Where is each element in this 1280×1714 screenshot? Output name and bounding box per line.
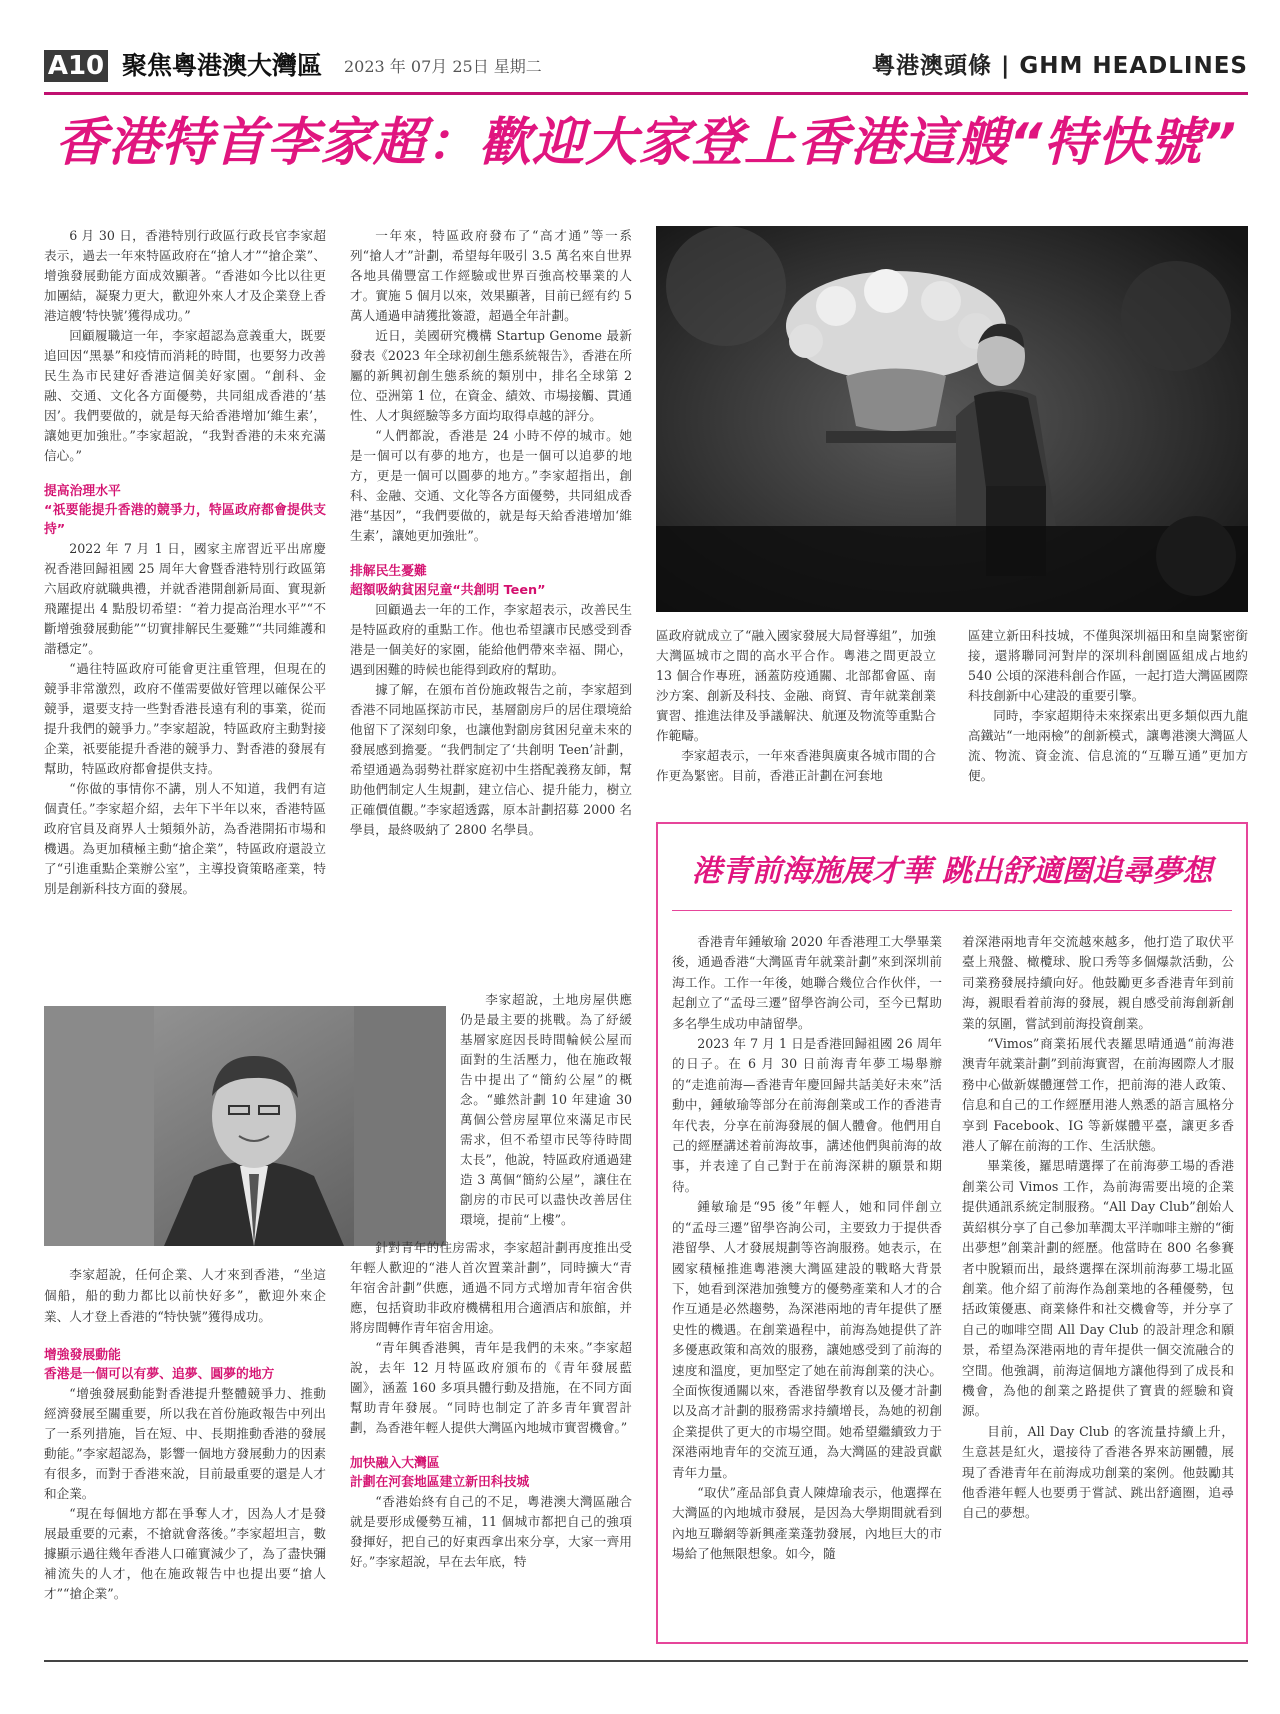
interview-photo xyxy=(656,226,1248,612)
subhead-title: 提高治理水平 xyxy=(44,484,121,499)
paragraph: “過往特區政府可能會更注重管理，但現在的競爭非常激烈，政府不僅需要做好管理以確保公平競爭，還要支持一些對香港長遠有利的事業，從而提升我們的競爭力。”李家超說，特區政府主動對接企業，祇要能提升香港的競爭力、對香港的發展有幫助，特區政府都會提供支持。 xyxy=(44,661,326,776)
paragraph: 2023 年 7 月 1 日是香港回歸祖國 26 周年的日子。在 6 月 30 日前海青年夢工場舉辦的“走進前海—香港青年慶回歸共話美好未來”活動中，鍾敏瑜等部分在前海創業或工作的香港青年代表，分享在前海發展的個人體會。他們用自己的經歷講述着前海故事，講述他們與前海的故事，并表達了自己對于在前海深耕的願景和期待。 xyxy=(672,1036,942,1194)
paragraph: 一年來，特區政府發布了“高才通”等一系列“搶人才”計劃，希望每年吸引 3.5 萬名來自世界各地具備豐富工作經驗或世界百強高校畢業的人才。實施 5 個月以來，效果顯著，目前已經有约 5 萬人通過申請獲批簽證，超過全年計劃。 xyxy=(350,228,632,323)
paragraph: 同時，李家超期待未來探索出更多類似西九龍高鐵站“一地兩檢”的創新模式，讓粵港澳大灣區人流、物流、資金流、信息流的“互聯互通”更加方便。 xyxy=(968,708,1248,783)
paragraph: “你做的事情你不講，別人不知道，我們有這個責任。”李家超介紹，去年下半年以來，香港特區政府官員及商界人士頻頻外訪，為香港開拓市場和機遇。為更加積極主動“搶企業”，特區政府還設立了“引進重點企業辦公室”，主導投資策略產業，特別是創新科技方面的發展。 xyxy=(44,781,326,896)
paragraph: 針對青年的住房需求，李家超計劃再度推出受年輕人歡迎的“港人首次置業計劃”，同時擴大“青年宿舍計劃”供應，通過不同方式增加青年宿舍供應，包括資助非政府機構租用合適酒店和旅館，并將房間轉作青年宿舍用途。 xyxy=(350,1240,632,1335)
footer-rule xyxy=(44,1660,1248,1662)
page-header xyxy=(44,44,1248,88)
paragraph: “Vimos”商業拓展代表羅思晴通過“前海港澳青年就業計劃”到前海實習，在前海國際人才服務中心做新媒體運營工作，把前海的港人政策、信息和自己的工作經歷用港人熟悉的語言風格分享到 Facebook、IG 等新媒體平臺，讓更多香港人了解在前海的工作、生活狀態。 xyxy=(962,1036,1234,1154)
subhead-title: 排解民生憂難 xyxy=(350,564,427,579)
article-column-3 xyxy=(656,626,936,786)
paragraph: 香港青年鍾敏瑜 2020 年香港理工大學畢業後，通過香港“大灣區青年就業計劃”來到深圳前海工作。工作一年後，她聯合幾位合作伙伴，一起創立了“孟母三遷”留學咨詢公司，至今已幫助多名學生成功申請留學。 xyxy=(672,934,942,1031)
paragraph: 回顧履職這一年，李家超認為意義重大，既要追回因“黑暴”和疫情而消耗的時間，也要努力改善民生為市民建好香港這個美好家園。“創科、金融、交通、文化各方面優勢，共同組成香港的‘基因’。我們要做的，就是每天給香港增加‘維生素’，讓她更加強壯。”李家超說，“我對香港的未來充滿信心。” xyxy=(44,328,326,463)
photo-caption: 李家超說，任何企業、人才來到香港，“坐這個船，船的動力都比以前快好多”，歡迎外來企業、人才登上香港的“特快號”獲得成功。 xyxy=(44,1267,326,1324)
article-column-1-lower xyxy=(44,1346,326,1604)
paragraph: 李家超表示，一年來香港與廣東各城市間的合作更為緊密。目前，香港正計劃在河套地 xyxy=(656,748,936,783)
paragraph: 着深港兩地青年交流越來越多，他打造了取伏平臺上飛盤、橄欖球、脫口秀等多個爆款活動，公司業務發展持續向好。他鼓勵更多香港青年到前海，親眼看着前海的發展，親自感受前海創新創業的氛圍，嘗試到前海投資創業。 xyxy=(962,934,1234,1031)
article-column-4 xyxy=(968,626,1248,786)
paragraph: 區建立新田科技城，不僅與深圳福田和皇崗緊密銜接，還將聯同河對岸的深圳科創園區組成占地約 540 公頃的深港科創合作區，一起打造大灣區國際科技創新中心建設的重要引擎。 xyxy=(968,628,1248,703)
portrait-photo xyxy=(44,1006,446,1246)
paragraph: “人們都說，香港是 24 小時不停的城市。她是一個可以有夢的地方，也是一個可以追夢的地方，更是一個可以圓夢的地方。”李家超指出，創科、金融、交通、文化等各方面優勢，共同組成香港“基因”，“我們要做的，就是每天給香港增加‘維生素’，讓她更加強壯”。 xyxy=(350,428,632,543)
subhead-deck: 香港是一個可以有夢、追夢、圓夢的地方 xyxy=(44,1367,275,1382)
subhead-title: 增強發展動能 xyxy=(44,1348,121,1363)
paragraph: 畢業後，羅思晴選擇了在前海夢工場的香港創業公司 Vimos 工作，為前海需要出境的企業提供通訊系統定制服務。“All Day Club”創始人黃紹棋分享了自己參加華潤太平洋咖啡主辦的“衝出夢想”創業計劃的經歷。他當時在 800 名參賽者中脫穎而出，最終選擇在深圳前海夢工場北區創業。他介紹了前海作為創業地的各種優勢，包括政策優惠、商業條件和社交機會等，并分享了自己的咖啡空間 All Day Club 的設計理念和願景，希望為深港兩地的青年提供一個交流融合的空間。他強調，前海這個地方讓他得到了成長和機會，為他的創業之路提供了寶貴的經驗和資源。 xyxy=(962,1158,1234,1419)
paragraph: 回顧過去一年的工作，李家超表示，改善民生是特區政府的重點工作。他也希望讓市民感受到香港是一個美好的家園，能給他們帶來幸福、開心，遇到困難的時候也能得到政府的幫助。 xyxy=(350,602,632,677)
feature-rule xyxy=(672,910,1232,911)
paragraph: “現在每個地方都在爭奪人才，因為人才是發展最重要的元素，不搶就會落後。”李家超坦言，數據顯示過往幾年香港人口確實減少了，為了盡快彌補流失的人才，他在施政報告中也提出要“搶人才”“搶企業”。 xyxy=(44,1506,326,1601)
page-number: A10 xyxy=(44,50,108,82)
publication-brand: 粵港澳頭條 | GHM HEADLINES xyxy=(871,53,1248,79)
paragraph: 目前，All Day Club 的客流量持續上升，生意甚是紅火，還接待了香港各界來訪團體，展現了香港青年在前海成功創業的案例。他鼓勵其他香港年輕人也要勇于嘗試、跳出舒適圈，追尋自己的夢想。 xyxy=(962,1423,1234,1521)
paragraph: 鍾敏瑜是“95 後”年輕人，她和同伴創立的“孟母三遷”留學咨詢公司，主要致力于提供香港留學、人才發展規劃等咨詢服務。她表示，在國家積極推進粵港澳大灣區建設的戰略大背景下，她看到深港加強雙方的優勢產業和人才的合作互通是必然趨勢，為深港兩地的青年提供了歷史性的機遇。在創業過程中，前海為她提供了許多優惠政策和高效的服務，讓她感受到了前海的速度和溫度，更加堅定了她在前海創業的決心。全面恢復通關以來，香港留學教育以及優才計劃以及高才計劃的服務需求持續增長，為她的初創企業提供了更大的市場空間。她希望繼續致力于深港兩地青年的交流互通，為大灣區的建設貢獻青年力量。 xyxy=(672,1199,942,1480)
section-title: 聚焦粵港澳大灣區 xyxy=(122,51,323,80)
paragraph: “青年興香港興，青年是我們的未來。”李家超說，去年 12 月特區政府頒布的《青年發展藍圖》，涵蓋 160 多項具體行動及措施，在不同方面幫助青年發展。“同時也制定了許多青年實習計劃，為香港年輕人提供大灣區內地城市實習機會。” xyxy=(350,1340,632,1435)
interview-image xyxy=(656,226,1248,612)
paragraph: “取伏”產品部負責人陳煒瑜表示，他選擇在大灣區的內地城市發展，是因為大學期間就看到內地互聯網等新興產業蓬勃發展，內地巨大的市場給了他無限想象。如今，隨 xyxy=(672,1484,942,1562)
paragraph: 李家超說，土地房屋供應仍是最主要的挑戰。為了紓緩基層家庭因長時間輪候公屋而面對的生活壓力，他在施政報告中提出了“簡約公屋”的概念。“雖然計劃 10 年建逾 30 萬個公營房屋單位來滿足市民需求，但不希望市民等待時間太長”，他說，特區政府通過建造 3 萬個“簡約公屋”，讓住在劏房的市民可以盡快改善居住環境，提前“上樓”。 xyxy=(460,992,632,1227)
article-column-1 xyxy=(44,226,326,899)
subhead-title: 加快融入大灣區 xyxy=(350,1456,440,1471)
article-column-2-lower xyxy=(350,1238,632,1572)
feature-column-2 xyxy=(962,932,1234,1524)
paragraph: 2022 年 7 月 1 日，國家主席習近平出席慶祝香港回歸祖國 25 周年大會暨香港特別行政區第六屆政府就職典禮，并就香港開創新局面、實現新飛躍提出 4 點殷切希望：“着力提高治理水平”“不斷增強發展動能”“切實排解民生憂難”“共同維護和諧穩定”。 xyxy=(44,541,326,656)
paragraph: 近日，美國研究機構 Startup Genome 最新發表《2023 年全球初創生態系統報告》，香港在所屬的新興初創生態系統的類別中，排名全球第 2 位、亞洲第 1 位，在資金、績效、市場接觸、貫通性、人才與經驗等多方面均取得卓越的評分。 xyxy=(350,328,632,423)
feature-box xyxy=(656,822,1248,1644)
feature-headline: 港青前海施展才華 跳出舒適圈追尋夢想 xyxy=(691,854,1213,889)
article-column-2-narrow xyxy=(460,990,632,1230)
subhead-deck: 計劃在河套地區建立新田科技城 xyxy=(350,1475,530,1490)
issue-date: 2023 年 07月 25日 星期二 xyxy=(344,57,542,76)
paragraph: 6 月 30 日，香港特別行政區行政長官李家超表示，過去一年來特區政府在“搶人才”“搶企業”、增強發展動能方面成效顯著。“香港如今比以往更加團結，凝聚力更大，歡迎外來人才及企業登上香港這艘‘特快號’獲得成功。” xyxy=(44,228,326,323)
feature-column-1 xyxy=(672,932,942,1565)
portrait-image xyxy=(44,1006,446,1246)
paragraph: 區政府就成立了“融入國家發展大局督導組”，加強大灣區城市之間的高水平合作。粵港之間更設立 13 個合作專班，涵蓋防疫通關、北部都會區、南沙方案、創新及科技、金融、商貿、青年就業創業實習、推進法律及爭議解決、航運及物流等重點合作範疇。 xyxy=(656,628,936,743)
paragraph: “增強發展動能對香港提升整體競爭力、推動經濟發展至關重要，所以我在首份施政報告中列出了一系列措施，旨在短、中、長期推動香港的發展動能。”李家超認為，影響一個地方發展動力的因素有很多，而對于香港來說，目前最重要的還是人才和企業。 xyxy=(44,1386,326,1501)
paragraph: “香港始終有自己的不足，粵港澳大灣區融合就是要形成優勢互補，11 個城市都把自己的強項發揮好，把自己的好東西拿出來分享，大家一齊用好。”李家超說，早在去年底，特 xyxy=(350,1494,632,1569)
subhead-deck: “祇要能提升香港的競爭力，特區政府都會提供支持” xyxy=(44,503,326,537)
article-column-2 xyxy=(350,226,632,840)
paragraph: 據了解，在頒布首份施政報告之前，李家超到香港不同地區探訪市民，基層劏房戶的居住環境給他留下了深刻印象，也讓他對劏房貧困兒童未來的發展感到擔憂。“我們制定了‘共創明 Teen’計劃，希望通過為弱勢社群家庭初中生搭配義務友師，幫助他們制定人生規劃，建立信心、提升能力，樹立正確價值觀。”李家超透露，原本計劃招募 2000 名學員，最終吸納了 2800 名學員。 xyxy=(350,682,632,837)
subhead-deck: 超額吸納貧困兒童“共創明 Teen” xyxy=(350,583,546,598)
main-headline: 香港特首李家超：歡迎大家登上香港這艘“特快號” xyxy=(55,113,1237,173)
header-rule xyxy=(44,92,1248,95)
